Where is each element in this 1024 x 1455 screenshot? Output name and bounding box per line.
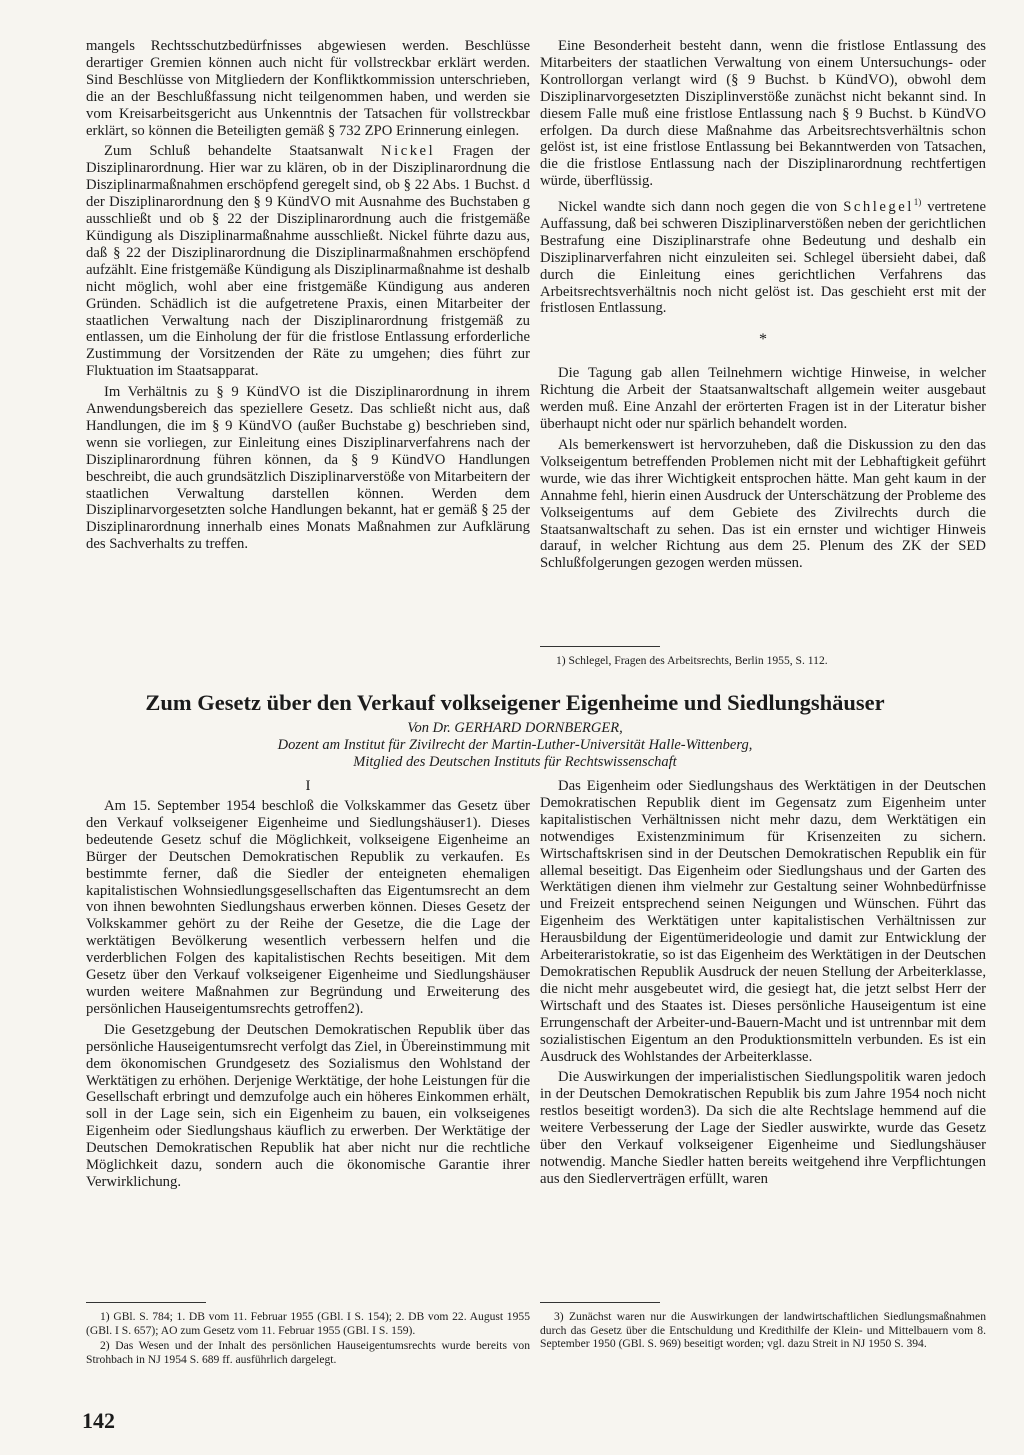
author-affiliation: Dozent am Institut für Zivilrecht der Martin-Luther-Universität Halle-Wittenberg,	[277, 737, 753, 753]
paragraph: Im Verhältnis zu § 9 KündVO ist die Disziplinarordnung in ihrem Anwendungsbereich das speziellere Gesetz. Das schließt nicht aus, daß Handlungen, die im § 9 KündVO (außer Buchstabe g) beschrieben sind, wenn sie vorliegen, zur Einleitung eines Disziplinarverfahrens nach der Disziplinarordnung führen können, da § 9 KündVO Handlungen beschreibt, die auch grundsätzlich Disziplinarverstöße von Mitarbeitern der staatlichen Verwaltung darstellen können. Werden dem Disziplinarvorgesetzten solche Handlungen bekannt, hat er gemäß § 25 der Disziplinarordnung innerhalb eines Monats Maßnahmen zur Aufklärung des Sachverhalts zu treffen.	[86, 384, 530, 553]
person-name: Schlegel	[843, 199, 914, 216]
footnote-divider	[540, 1302, 660, 1303]
page-number: 142	[82, 1408, 115, 1433]
footnote: 1) GBl. S. 784; 1. DB vom 11. Februar 1955 (GBl. I S. 154); 2. DB vom 22. August 1955 (GBl. I S. 657); AO zum Gesetz vom 11. Februar 1955 (GBl. I S. 159).	[86, 1310, 530, 1337]
text-run: Fragen der Disziplinarordnung. Hier war zu klären, ob in der Disziplinarordnung die Disziplinarmaßnahmen erschöpfend geregelt sind, ob § 22 Abs. 1 Buchst. d der Disziplinarordnung den § 9 KündVO mit Ausnahme des Buchstaben g ausschließt und ob § 22 der Disziplinarordnung auch die fristgemäße Kündigung als Disziplinarmaßnahme ausschließt. Nickel führte dazu aus, daß § 22 der Disziplinarordnung die Disziplinarmaßnahmen erschöpfend aufzählt. Eine fristgemäße Kündigung als Disziplinarmaßnahme ist deshalb nicht möglich, wohl aber eine fristgemäße Kündigung aus anderen Gründen. Schädlich ist die aufgetretene Praxis, einen Mitarbeiter der staatlichen Verwaltung nach der Disziplinarordnung fristgemäß zu entlassen, um die Einholung der für die fristlose Entlassung erforderliche Zustimmung der Vorsitzenden der Räte zu umgehen; dies führt zur Fluktuation im Staatsapparat.	[86, 143, 530, 380]
section-numeral: I	[305, 778, 311, 794]
paragraph: Die Gesetzgebung der Deutschen Demokratischen Republik über das persönliche Hauseigentumsrecht verfolgt das Ziel, in Übereinstimmung mit dem ökonomischen Grundgesetz des Sozialismus den Wohlstand der Werktätigen zu erhöhen. Derjenige Werktätige, der hohe Leistungen für die Gesellschaft erbringt und demzufolge auch ein höheres Einkommen erhält, soll in der Lage sein, sich ein Eigenheim zu bauen, ein volkseigenes Eigenheim oder Siedlungshaus käuflich zu erwerben. Der Werktätige der Deutschen Demokratischen Republik hat aber nicht nur die rechtliche Möglichkeit dazu, sondern auch die ökonomische Garantie ihrer Verwirklichung.	[86, 1021, 530, 1190]
footnotes-left	[86, 1310, 530, 1400]
paragraph: Die Tagung gab allen Teilnehmern wichtige Hinweise, in welcher Richtung die Arbeit der Staatsanwaltschaft allgemein weiter ausgebaut werden muß. Eine Anzahl der erörterten Fragen ist in der Literatur bisher überhaupt nicht oder nur spärlich behandelt worden.	[540, 365, 986, 433]
person-name: Nickel	[381, 143, 436, 160]
bottom-left-column	[86, 798, 530, 1296]
paragraph: Als bemerkenswert ist hervorzuheben, daß die Diskussion zu den das Volkseigentum betreffenden Problemen nicht mit der Lebhaftigkeit geführt wurde, wie das ihrer Wichtigkeit entsprochen hätte. Man geht kaum in der Annahme fehl, hierin einen Ausdruck der Unterschätzung der Probleme des Volkseigentums auf dem Gebiete des Zivilrechts durch die Staatsanwaltschaft zu sehen. Das ist ein ernster und wichtiger Hinweis darauf, in welcher Richtung aus dem 25. Plenum des ZK der SED Schlußfolgerungen gezogen werden müssen.	[540, 437, 986, 572]
section-separator: *	[759, 331, 767, 349]
text-run: Zum Schluß behandelte Staatsanwalt	[104, 143, 364, 160]
footnote: 3) Zunächst waren nur die Auswirkungen der landwirtschaftlichen Siedlungsmaßnahmen durch das Gesetz über die Entschuldung und Kredithilfe der Klein- und Mittelbauern vom 8. September 1950 (GBl. S. 969) beseitigt worden; vgl. dazu Streit in NJ 1950 S. 394.	[540, 1310, 986, 1351]
author-byline: Von Dr. GERHARD DORNBERGER,	[407, 720, 623, 736]
paragraph	[540, 194, 986, 317]
footnote-ref: 1)	[913, 197, 922, 208]
paragraph: Am 15. September 1954 beschloß die Volkskammer das Gesetz über den Verkauf volkseigener Eigenheime und Siedlungshäuser1). Dieses bedeutende Gesetz schuf die Möglichkeit, volkseigene Eigenheime an Bürger der Deutschen Demokratischen Republik zu verkaufen. Es bestimmte ferner, daß die Siedler der enteigneten ehemaligen kapitalistischen Wohnsiedlungsgesellschaften das Eigentumsrecht an dem von ihnen bewohnten Siedlungshaus erwerben können. Dieses Gesetz der Volkskammer gehört zu der Reihe der Gesetze, die die Lage der werktätigen Bevölkerung wesentlich verbessern helfen und die verderblichen Folgen des kapitalistischen Rechts beseitigen. Mit dem Gesetz über den Verkauf volkseigener Eigenheime und Siedlungshäuser wurden weitere Maßnahmen zur Begründung und Erweiterung des persönlichen Hauseigentumsrechts getroffen2).	[86, 798, 530, 1017]
paragraph: mangels Rechtsschutzbedürfnisses abgewiesen werden. Beschlüsse derartiger Gremien können auch nicht für vollstreckbar erklärt werden. Sind Beschlüsse von Mitgliedern der Konfliktkommission unterschrieben, die an der Beschlußfassung nicht teilgenommen haben, und werden sie vom Kreisarbeitsgericht aus Unkenntnis der Tatsachen für vollstreckbar erklärt, so können die Beteiligten gemäß § 732 ZPO Erinnerung einlegen.	[86, 38, 530, 139]
footnote-divider	[540, 646, 660, 647]
article-title: Zum Gesetz über den Verkauf volkseigener Eigenheime und Siedlungshäuser	[145, 690, 885, 715]
footnote: 1) Schlegel, Fragen des Arbeitsrechts, Berlin 1955, S. 112.	[556, 654, 828, 667]
author-affiliation: Mitglied des Deutschen Instituts für Rechtswissenschaft	[353, 754, 677, 770]
footnote-divider	[86, 1302, 206, 1303]
paragraph	[86, 143, 530, 380]
text-run: Nickel wandte sich dann noch gegen die von	[558, 199, 838, 216]
footnote: 2) Das Wesen und der Inhalt des persönlichen Hauseigentumsrechts wurde bereits von Strohbach in NJ 1954 S. 689 ff. ausführlich dargelegt.	[86, 1339, 530, 1366]
text-run: vertretene Auffassung, daß bei schweren Disziplinarverstößen neben der gerichtlichen Bestrafung eine Disziplinarstrafe ohne Bedeutung und deshalb ein Disziplinarverfahren nicht einzuleiten sei. Schlegel übersieht dabei, daß durch die Einleitung eines gerichtlichen Verfahrens das Arbeitsrechtsverhältnis noch nicht gelöst ist. Das geschieht erst mit der fristlosen Entlassung.	[540, 199, 986, 317]
paragraph: Eine Besonderheit besteht dann, wenn die fristlose Entlassung des Mitarbeiters der staatlichen Verwaltung von einem Untersuchungs- oder Kontrollorgan verlangt wird (§ 9 Buchst. b KündVO), obwohl dem Disziplinarvorgesetzten Disziplinverstöße zunächst nicht bekannt sind. In diesem Falle muß eine fristlose Entlassung nach § 9 Buchst. b KündVO erfolgen. Da durch diese Maßnahme das Arbeitsrechtsverhältnis schon gelöst ist, ist eine fristlose Entlassung bei Bekanntwerden von Tatsachen, die die fristlose Entlassung nach der Disziplinarordnung rechtfertigen würde, überflüssig.	[540, 38, 986, 190]
bottom-right-column	[540, 778, 986, 1296]
paragraph: Das Eigenheim oder Siedlungshaus des Werktätigen in der Deutschen Demokratischen Republik dient im Gegensatz zum Eigenheim unter kapitalistischen Verhältnissen nicht mehr dazu, dem Werktätigen ein notwendiges Existenzminimum für Krisenzeiten zu sichern. Wirtschaftskrisen sind in der Deutschen Demokratischen Republik ein für allemal beseitigt. Das Eigenheim oder Siedlungshaus und der Garten des Werktätigen dienen ihm vielmehr zur Gestaltung seiner Wohnbedürfnisse und Freizeit entsprechend seinen Neigungen und Wünschen. Führt das Eigenheim des Werktätigen unter kapitalistischen Verhältnissen zur Herausbildung der Eigentümerideologie und damit zur Entwicklung der Arbeiteraristokratie, so ist das Eigenheim des Werktätigen in der Deutschen Demokratischen Republik Ausdruck der neuen Stellung der Arbeiterklasse, die nicht mehr ausgebeutet wird, die gesiegt hat, die jetzt selbst Herr der Wirtschaft und des Staates ist. Dieses persönliche Hauseigentum ist eine Errungenschaft der Arbeiter-und-Bauern-Macht und ist untrennbar mit dem sozialistischen Eigentum an den Produktionsmitteln verbunden. Es ist ein Ausdruck des Wohlstandes der Arbeiterklasse.	[540, 778, 986, 1065]
top-left-column	[86, 38, 530, 678]
paragraph: Die Auswirkungen der imperialistischen Siedlungspolitik waren jedoch in der Deutschen Demokratischen Republik bis zum Jahre 1954 noch nicht restlos beseitigt worden3). Da sich die alte Rechtslage hemmend auf die weitere Verbesserung der Lage der Siedler auswirkte, wurde das Gesetz über den Verkauf volkseigener Eigenheime und Siedlungshäuser notwendig. Manche Siedler hatten bereits weitgehend ihre Verpflichtungen aus den Siedlerverträgen erfüllt, waren	[540, 1069, 986, 1187]
footnotes-right	[540, 1310, 986, 1390]
top-right-column	[540, 38, 986, 638]
